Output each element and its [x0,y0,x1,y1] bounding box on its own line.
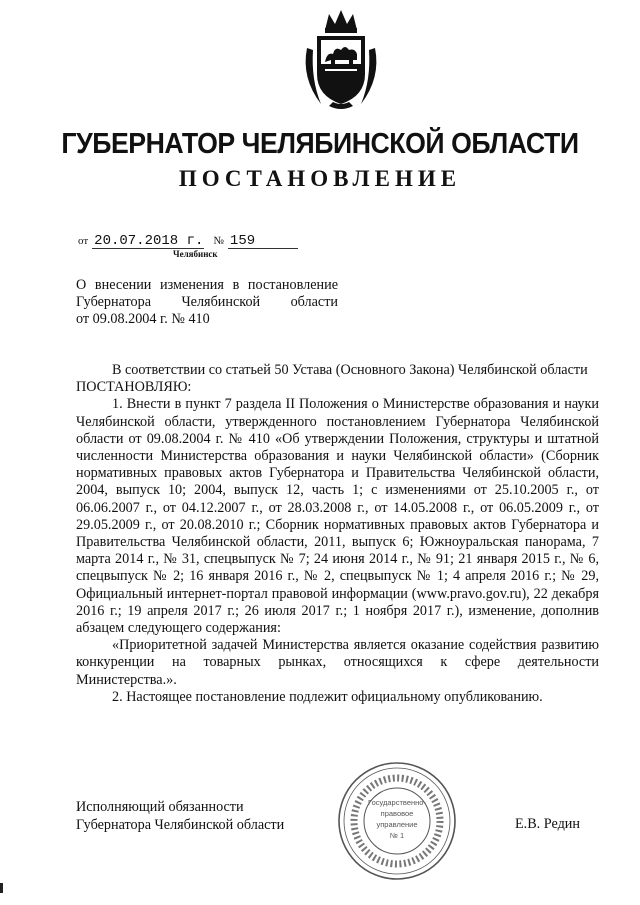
document-title: ГУБЕРНАТОР ЧЕЛЯБИНСКОЙ ОБЛАСТИ [61,128,579,160]
svg-text:№ 1: № 1 [389,831,405,840]
scan-edge-mark [0,883,3,893]
resolve-word: ПОСТАНОВЛЯЮ: [76,379,192,396]
official-seal-stamp [336,760,458,882]
position-line: Губернатора Челябинской области [76,816,285,833]
document-type: ПОСТАНОВЛЕНИЕ [178,166,462,191]
coat-of-arms-emblem-icon [299,8,383,112]
svg-text:Государственно-: Государственно- [368,798,426,807]
quoted-addition: «Приоритетной задачей Министерства является оказание содействия развитию конкуренции на товарных рынках, относящихся к сфере деятельности Министерства.». [76,637,599,688]
subject-line: от 09.08.2004 г. № 410 [76,311,210,328]
subject-line: Губернатора Челябинской области [76,294,338,311]
city-name: Челябинск [173,249,218,259]
subject-block [76,277,338,329]
preamble: В соответствии со статьей 50 Устава (Основного Закона) Челябинской области [112,362,588,378]
date-label: от [78,235,89,247]
item-1: 1. Внести в пункт 7 раздела II Положения о Министерстве образования и науки Челябинской области, утвержденного постановлением Губернатора Челябинской области от 09.08.2004 г. № 410 «Об утверждении Положения, структуры и штатной численности Министерства образования и науки Челябинской области» (Сборник нормативных правовых актов Губернатора и Правительства Челябинской области, 2004, выпуск 10; 2004, выпуск 12, часть 1; с изменениями от 25.10.2005 г., от 06.06.2007 г., от 04.12.2007 г., от 28.03.2008 г., от 14.05.2008 г., от 06.05.2009 г., от 29.05.2009 г., от 20.08.2010 г.; Сборник нормативных правовых актов Губернатора и Правительства Челябинской области, 2011, выпуск 6; Южноуральская панорама, 7 марта 2014 г., № 31, спецвыпуск № 7; 24 июня 2014 г., № 91; 21 января 2015 г., № 6, спецвыпуск № 2; 16 января 2016 г., № 2, спецвыпуск № 1; 4 апреля 2016 г.; № 29, Официальный интернет-портал правовой информации (www.pravo.gov.ru), 22 декабря 2016 г.; 19 апреля 2017 г.; 26 июля 2017 г.; 1 ноября 2017 г.), изменение, дополнив абзацем следующего содержания: [76,396,599,637]
position-line: Исполняющий обязанности [76,799,244,815]
subject-line: О внесении изменения в постановление [76,277,338,293]
signatory-name: Е.В. Редин [515,816,580,832]
signatory-position [76,799,284,834]
number-value: 159 [228,234,298,249]
svg-text:управление: управление [376,820,418,829]
item-2: 2. Настоящее постановление подлежит официальному опубликованию. [112,688,543,705]
number-label: № [213,235,224,247]
document-body [76,362,599,706]
date-value: 20.07.2018 г. [94,233,204,249]
date-number-row [78,232,298,249]
svg-text:правовое: правовое [380,809,414,818]
